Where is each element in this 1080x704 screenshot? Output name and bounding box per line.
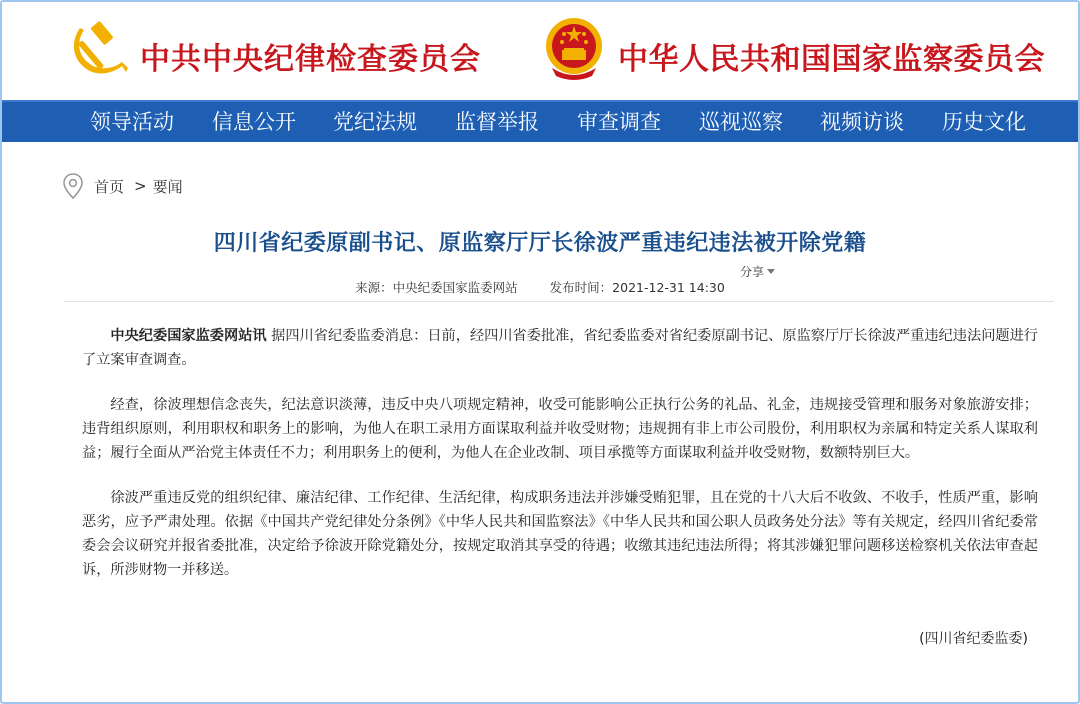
paragraph-1-text: 据四川省纪委监委消息：日前，经四川省委批准，省纪委监委对省纪委原副书记、原监察厅厅长徐波严重违纪违法问题进行了立案审查调查。 [82, 328, 1038, 368]
hammer-sickle-icon [66, 16, 130, 80]
right-site-title[interactable]: 中华人民共和国国家监察委员会 [618, 42, 1045, 77]
lead-dateline: 中央纪委国家监委网站讯 [110, 328, 267, 344]
paragraph-3: 徐波严重违反党的组织纪律、廉洁纪律、工作纪律、生活纪律，构成职务违法并涉嫌受贿犯罪，且在党的十八大后不收敛、不收手，性质严重，影响恶劣，应予严肃处理。依据《中国共产党纪律处分条例》《中华人民共和国监察法》《中华人民共和国公职人员政务处分法》等有关规定，经四川省纪委常委会会议研究并报省委批准，决定给予徐波开除党籍处分，按规定取消其享受的待遇；收缴其违纪违法所得；将其涉嫌犯罪问题移送检察机关依法审查起诉，所涉财物一并移送。 [82, 490, 1038, 578]
breadcrumb-home[interactable]: 首页 [94, 177, 125, 196]
divider [64, 301, 1054, 302]
main-nav [2, 100, 1078, 142]
nav-item-leadership[interactable]: 领导活动 [90, 110, 174, 134]
nav-item-report[interactable]: 监督举报 [455, 110, 539, 134]
nav-item-video[interactable]: 视频访谈 [820, 110, 904, 134]
article-body [82, 324, 1038, 603]
left-site-title[interactable]: 中共中央纪律检查委员会 [140, 42, 481, 77]
nav-item-investigation[interactable]: 审查调查 [577, 110, 661, 134]
location-pin-icon [62, 172, 84, 200]
share-label: 分享 [740, 265, 765, 279]
article-meta [0, 278, 1080, 296]
breadcrumb-current[interactable]: 要闻 [152, 177, 183, 196]
nav-item-history[interactable]: 历史文化 [942, 110, 1026, 134]
nav-item-info-disclosure[interactable]: 信息公开 [212, 110, 296, 134]
paragraph-1 [82, 324, 1038, 372]
article-published-time: 发布时间：2021-12-31 14:30 [549, 280, 725, 295]
site-header [2, 2, 1078, 100]
national-emblem-icon [542, 12, 606, 84]
paragraph-2: 经查，徐波理想信念丧失，纪法意识淡薄，违反中央八项规定精神，收受可能影响公正执行公务的礼品、礼金，违规接受管理和服务对象旅游安排；违背组织原则，利用职权和职务上的影响，为他人在职工录用方面谋取利益并收受财物；违规拥有非上市公司股份，利用职权为亲属和特定关系人谋取利益；履行全面从严治党主体责任不力；利用职务上的便利，为他人在企业改制、项目承揽等方面谋取利益并收受财物，数额特别巨大。 [82, 397, 1038, 461]
caret-down-icon [767, 269, 775, 274]
article-signature: (四川省纪委监委) [919, 631, 1028, 647]
article-title: 四川省纪委原副书记、原监察厅厅长徐波严重违纪违法被开除党籍 [213, 231, 867, 256]
nav-item-inspection[interactable]: 巡视巡察 [699, 110, 783, 134]
nav-item-regulations[interactable]: 党纪法规 [333, 110, 417, 134]
breadcrumb [62, 172, 183, 200]
article-source: 来源：中央纪委国家监委网站 [355, 280, 518, 295]
breadcrumb-separator: > [134, 177, 147, 195]
